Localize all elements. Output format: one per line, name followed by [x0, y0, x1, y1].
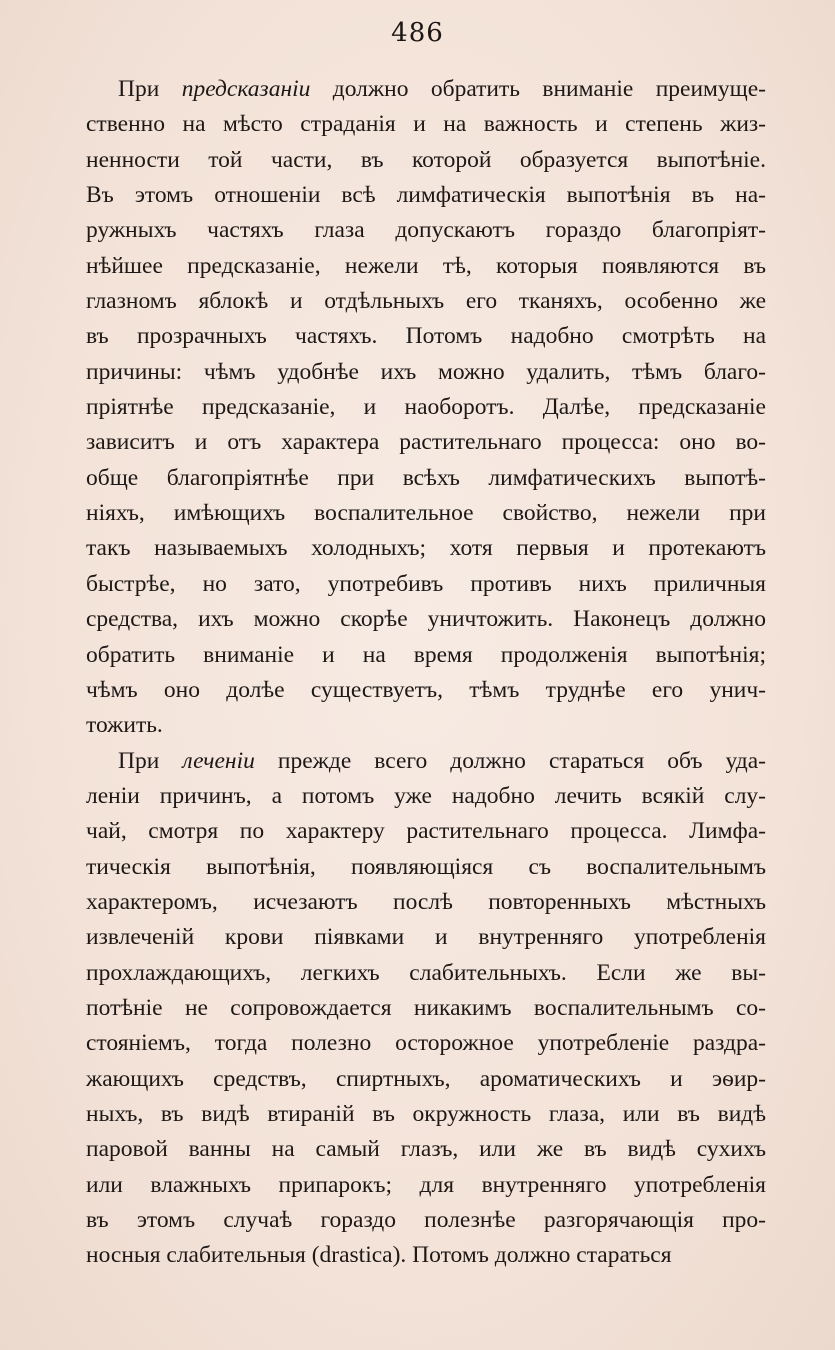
text-line: извлеченій крови піявками и внутренняго употребленія — [86, 924, 766, 951]
text-line: причины: чѣмъ удобнѣе ихъ можно удалить, тѣмъ благо- — [86, 358, 766, 385]
text-line: нѣйшее предсказаніе, нежели тѣ, которыя появляются въ — [86, 252, 766, 279]
text-line: паровой ванны на самый глазъ, или же въ видѣ сухихъ — [86, 1136, 766, 1163]
line-rest: прежде всего должно стараться объ уда- — [254, 747, 766, 774]
text-line: зависитъ и отъ характера растительнаго процесса: оно во- — [86, 429, 766, 456]
text-line: такъ называемыхъ холодныхъ; хотя первыя и протекаютъ — [86, 535, 766, 562]
line-rest: должно обратить вниманіе преимуще- — [310, 76, 766, 102]
text-line: или влажныхъ припарокъ; для внутренняго употребленія — [86, 1171, 766, 1198]
text-line — [86, 744, 766, 779]
text-line: ственно на мѣсто страданія и на важность и степень жиз- — [86, 111, 766, 138]
text-line: чай, смотря по характеру растительнаго процесса. Лимфа- — [86, 818, 766, 845]
text-line: стояніемъ, тогда полезно осторожное употребленіе раздра- — [86, 1030, 766, 1057]
italic-term: предсказаніи — [181, 76, 311, 102]
text-line: средства, ихъ можно скорѣе уничтожить. Наконецъ должно — [86, 606, 766, 633]
text-line: носныя слабительныя (drastica). Потомъ должно стараться — [86, 1242, 672, 1269]
text-line: ружныхъ частяхъ глаза допускаютъ гораздо благопріят- — [86, 217, 766, 244]
text-line: тожить. — [86, 712, 163, 739]
text-line: потѣніе не сопровождается никакимъ воспалительнымъ со- — [86, 994, 766, 1021]
text-line: характеромъ, исчезаютъ послѣ повторенныхъ мѣстныхъ — [86, 888, 766, 915]
italic-term: леченіи — [182, 747, 255, 774]
text-line: леніи причинъ, а потомъ уже надобно лечить всякій слу- — [86, 782, 766, 809]
body-text — [86, 72, 766, 1274]
text-line: ніяхъ, имѣющихъ воспалительное свойство, нежели при — [86, 500, 766, 527]
text-line: чѣмъ оно долѣе существуетъ, тѣмъ труднѣе его унич- — [86, 676, 766, 703]
text-line: Въ этомъ отношеніи всѣ лимфатическія выпотѣнія въ на- — [86, 182, 766, 209]
line-lead: При — [118, 747, 183, 774]
text-line: тическія выпотѣнія, появляющіяся съ воспалительнымъ — [86, 853, 766, 880]
text-line: обще благопріятнѣе при всѣхъ лимфатическихъ выпотѣ- — [86, 464, 766, 491]
line-lead: При — [118, 76, 182, 102]
text-line: въ прозрачныхъ частяхъ. Потомъ надобно смотрѣть на — [86, 323, 766, 350]
text-line: обратить вниманіе и на время продолженія выпотѣнія; — [86, 641, 766, 668]
page-number: 486 — [391, 18, 444, 48]
text-line: пріятнѣе предсказаніе, и наоборотъ. Далѣе, предсказаніе — [86, 394, 766, 421]
text-line: жающихъ средствъ, спиртныхъ, ароматическихъ и эѳир- — [86, 1065, 766, 1092]
text-line: быстрѣе, но зато, употребивъ противъ нихъ приличныя — [86, 570, 766, 597]
text-line: ныхъ, въ видѣ втираній въ окружность глаза, или въ видѣ — [86, 1100, 766, 1127]
text-line — [86, 72, 766, 107]
text-line: ненности той части, въ которой образуется выпотѣніе. — [86, 146, 766, 173]
text-line: прохлаждающихъ, легкихъ слабительныхъ. Если же вы- — [86, 959, 766, 986]
text-line: глазномъ яблокѣ и отдѣльныхъ его тканяхъ, особенно же — [86, 288, 766, 315]
text-line: въ этомъ случаѣ гораздо полезнѣе разгорячающія про- — [86, 1207, 766, 1233]
